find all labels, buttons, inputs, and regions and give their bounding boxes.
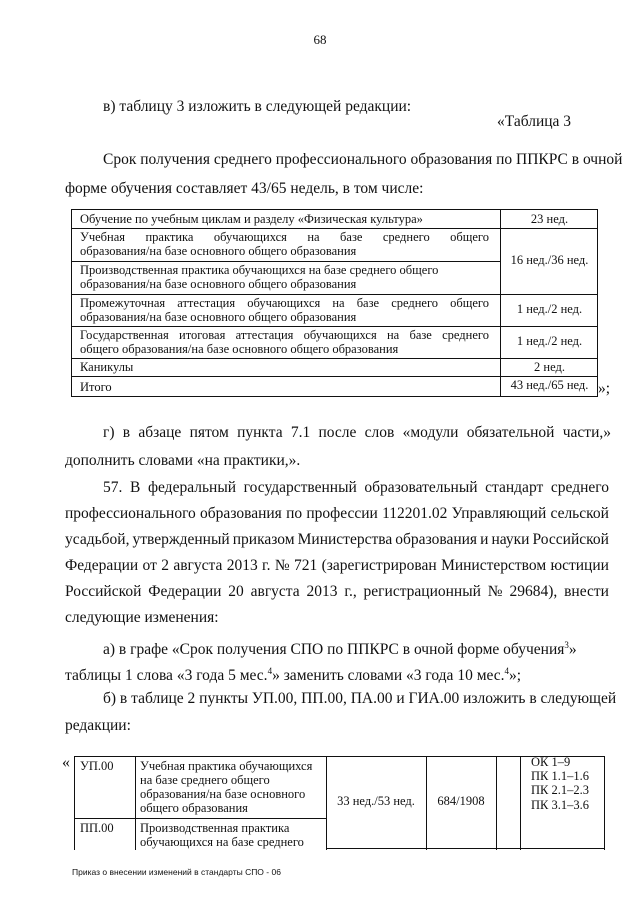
row-divider bbox=[74, 756, 605, 757]
label-line: образования/на базе основного общего образования bbox=[80, 244, 357, 258]
open-quote: « bbox=[62, 754, 70, 771]
table-cell-desc: Производственная практика bbox=[140, 821, 290, 835]
text: »; bbox=[509, 667, 522, 685]
paragraph-57-line bbox=[65, 557, 609, 575]
word: среднего bbox=[550, 479, 609, 496]
table-row-value: 2 нед. bbox=[534, 360, 565, 374]
column-divider bbox=[520, 756, 521, 850]
word: 2013 bbox=[226, 557, 258, 574]
paragraph-g-line-2: дополнить словами «на практики,». bbox=[65, 452, 301, 469]
word: образовательный bbox=[364, 479, 478, 496]
intro-line-1: Срок получения среднего профессионального образования по ППКРС в очной bbox=[103, 151, 623, 168]
closing-mark: »; bbox=[598, 380, 611, 397]
word: государственный bbox=[243, 479, 357, 496]
paragraph-b-line-2: редакции: bbox=[65, 717, 131, 734]
table-cell-hours: 684/1908 bbox=[437, 794, 485, 808]
intro-line-2: форме обучения составляет 43/65 недель, в том числе: bbox=[65, 180, 424, 197]
word: 7.1 bbox=[290, 424, 311, 441]
word: (зарегистрирован bbox=[321, 557, 437, 574]
paragraph-57-line bbox=[65, 531, 609, 549]
row-divider bbox=[72, 294, 597, 295]
table-row-label bbox=[80, 328, 489, 356]
word: приказом bbox=[232, 531, 295, 548]
page-number: 68 bbox=[313, 32, 327, 47]
label-line: образования/на базе основного общего образования bbox=[80, 277, 357, 291]
word: слов bbox=[364, 424, 395, 441]
column-divider bbox=[74, 756, 75, 850]
word: профессии bbox=[306, 505, 378, 522]
word: 57. bbox=[103, 479, 123, 496]
column-divider bbox=[496, 756, 497, 850]
word: Управляющий bbox=[451, 505, 547, 522]
paragraph-g-line-1 bbox=[103, 424, 611, 442]
label-line-justified: Государственная итоговая аттестация обучающихся на базе среднего bbox=[80, 328, 489, 342]
word: пятом bbox=[189, 424, 229, 441]
paragraph-b-line-1: б) в таблице 2 пункты УП.00, ПП.00, ПА.00 и ГИА.00 изложить в следующей bbox=[103, 690, 617, 707]
word: августа bbox=[250, 583, 300, 600]
paragraph-57-last-line: следующие изменения: bbox=[65, 609, 219, 626]
footer: Приказ о внесении изменений в стандарты СПО - 06 bbox=[72, 867, 281, 877]
row-divider bbox=[74, 818, 326, 819]
text: таблицы 1 слова «3 года 5 мес. bbox=[65, 667, 268, 685]
word: и bbox=[480, 531, 489, 548]
table-cell-code: ПП.00 bbox=[80, 821, 114, 835]
word: № bbox=[274, 557, 290, 574]
word: В bbox=[130, 479, 141, 496]
row-divider bbox=[72, 326, 597, 327]
word: 721 bbox=[294, 557, 318, 574]
word: образования bbox=[395, 531, 478, 548]
table-cell-desc: общего образования bbox=[140, 801, 248, 815]
table-cell-competency: ПК 2.1–2.3 bbox=[531, 783, 589, 797]
paragraph-57-line bbox=[103, 479, 609, 497]
word: профессионального bbox=[65, 505, 196, 522]
word: 20 bbox=[228, 583, 244, 600]
word: Российской bbox=[65, 583, 142, 600]
word: августа bbox=[173, 557, 223, 574]
table-row-label: Итого bbox=[80, 380, 112, 394]
table-row-value: 23 нед. bbox=[530, 212, 569, 226]
word: части,» bbox=[562, 424, 611, 441]
row-divider bbox=[72, 376, 597, 377]
column-divider bbox=[135, 756, 136, 850]
column-divider bbox=[604, 756, 605, 850]
paragraph-v: в) таблицу 3 изложить в следующей редакции: bbox=[103, 98, 412, 115]
table-row-label bbox=[80, 263, 489, 291]
paragraph-a-line-2 bbox=[65, 662, 521, 685]
word: г., bbox=[344, 583, 357, 600]
word: 112201.02 bbox=[382, 505, 448, 522]
word: Российской bbox=[532, 531, 609, 548]
table-3 bbox=[71, 209, 598, 397]
table-row-value: 1 нед./2 нед. bbox=[516, 334, 583, 348]
word: 2013 bbox=[306, 583, 338, 600]
word: внести bbox=[564, 583, 609, 600]
word: сельской bbox=[550, 505, 609, 522]
table-cell-weeks: 33 нед./53 нед. bbox=[337, 794, 415, 808]
table-cell-competency: ОК 1–9 bbox=[531, 756, 571, 769]
table-row-value: 16 нед./36 нед. bbox=[510, 253, 589, 267]
row-divider bbox=[72, 261, 500, 262]
text: » bbox=[568, 641, 577, 659]
table-cell-desc: обучающихся на базе среднего bbox=[140, 835, 304, 849]
word: после bbox=[318, 424, 357, 441]
word: пункта bbox=[237, 424, 283, 441]
word: стандарт bbox=[485, 479, 544, 496]
row-divider bbox=[326, 848, 605, 849]
footnote-mark: 4 bbox=[267, 666, 273, 676]
paragraph-57-line bbox=[65, 505, 609, 523]
word: науки bbox=[491, 531, 530, 548]
paragraph-a-line-1 bbox=[103, 636, 577, 659]
table-row-label: Обучение по учебным циклам и разделу «Физическая культура» bbox=[80, 212, 423, 226]
word: регистрационный bbox=[363, 583, 481, 600]
word: Федерации bbox=[65, 557, 139, 574]
table-row-label bbox=[80, 230, 489, 258]
word: федеральный bbox=[147, 479, 237, 496]
word: от bbox=[142, 557, 157, 574]
word: юстиции bbox=[550, 557, 609, 574]
table-2-fragment bbox=[74, 756, 605, 850]
word: обязательной bbox=[466, 424, 555, 441]
word: 29684), bbox=[509, 583, 558, 600]
word: «модули bbox=[402, 424, 459, 441]
row-divider bbox=[72, 358, 597, 359]
table-row-value: 43 нед./65 нед. bbox=[510, 378, 589, 392]
word: № bbox=[487, 583, 503, 600]
label-line-justified: Промежуточная аттестация обучающихся на базе среднего общего bbox=[80, 296, 489, 310]
row-divider bbox=[72, 228, 597, 229]
word: усадьбой, bbox=[65, 531, 130, 548]
paragraph-57-line bbox=[65, 583, 609, 601]
word: Министерством bbox=[441, 557, 547, 574]
footnote-mark: 4 bbox=[504, 666, 510, 676]
footnote-mark: 3 bbox=[564, 640, 569, 650]
word: абзаце bbox=[138, 424, 182, 441]
word: 2 bbox=[161, 557, 169, 574]
word: Федерации bbox=[148, 583, 222, 600]
table-caption: «Таблица 3 bbox=[497, 113, 572, 130]
table-cell-desc: Учебная практика обучающихся bbox=[140, 759, 313, 773]
table-cell-code: УП.00 bbox=[80, 759, 114, 773]
table-row-label bbox=[80, 296, 489, 324]
word: по bbox=[286, 505, 303, 522]
word: Министерства bbox=[297, 531, 393, 548]
label-line: общего образования/на базе основного общего образования bbox=[80, 342, 399, 356]
label-line-justified: Учебная практика обучающихся на базе среднего общего bbox=[80, 230, 489, 244]
word: г. bbox=[262, 557, 271, 574]
table-cell-desc: образования/на базе основного bbox=[140, 787, 306, 801]
table-cell-competency: ПК 3.1–3.6 bbox=[531, 798, 589, 812]
text: » заменить словами «3 года 10 мес. bbox=[272, 667, 505, 685]
word: образования bbox=[200, 505, 282, 522]
word: г) bbox=[103, 424, 115, 441]
word: утвержденный bbox=[132, 531, 230, 548]
label-line: образования/на базе основного общего образования bbox=[80, 310, 357, 324]
table-row-value: 1 нед./2 нед. bbox=[516, 302, 583, 316]
table-cell-desc: на базе среднего общего bbox=[140, 773, 270, 787]
label-line: Производственная практика обучающихся на базе среднего общего bbox=[80, 263, 439, 277]
table-row-label: Каникулы bbox=[80, 360, 134, 374]
word: в bbox=[122, 424, 131, 441]
table-cell-competency: ПК 1.1–1.6 bbox=[531, 769, 589, 783]
text: а) в графе «Срок получения СПО по ППКРС в очной форме обучения bbox=[103, 641, 565, 659]
